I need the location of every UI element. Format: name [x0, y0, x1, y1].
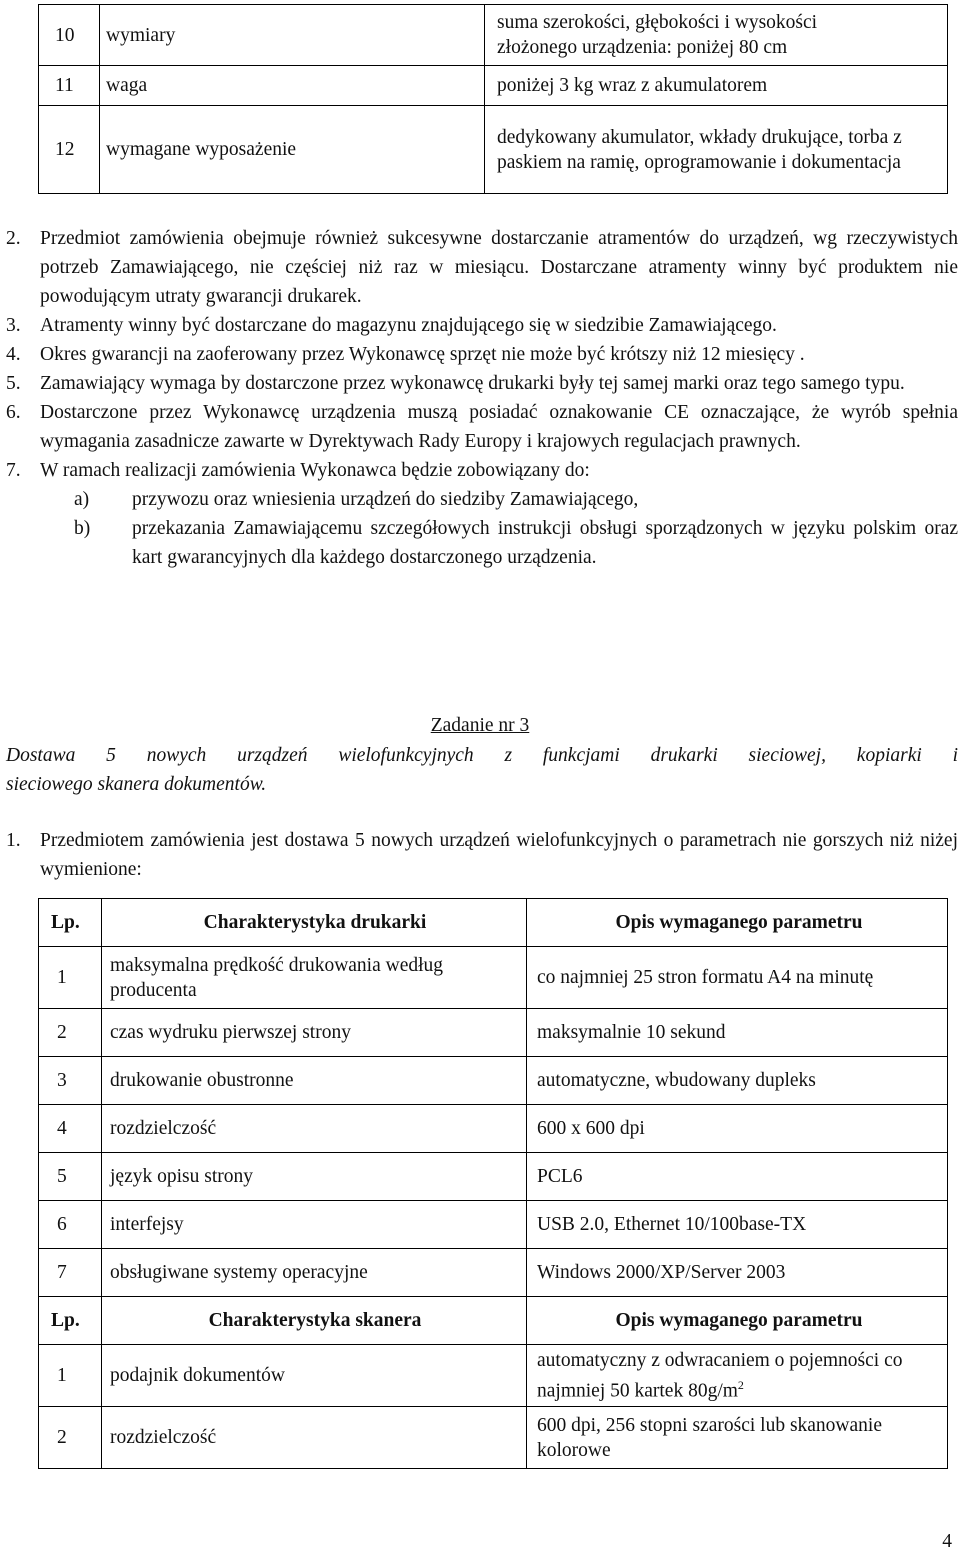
table-row — [39, 5, 948, 66]
row-number: 4 — [39, 1105, 102, 1153]
row-number: 6 — [39, 1201, 102, 1249]
sub-list-item — [6, 485, 958, 514]
header-lp: Lp. — [39, 899, 102, 947]
table-header-row — [39, 1297, 948, 1345]
row-name: wymiary — [100, 5, 485, 66]
table-row — [39, 1201, 948, 1249]
item-text: Dostarczone przez Wykonawcę urządzenia muszą posiadać oznakowanie CE oznaczające, że wyrób spełnia wymagania zasadnicze zawarte w Dyrektywach Rady Europy i krajowych regulacjach prawnych. — [40, 402, 958, 452]
item-text: Zamawiający wymaga by dostarczone przez wykonawcę drukarki były tej samej marki oraz tego samego typu. — [40, 373, 905, 394]
row-value: USB 2.0, Ethernet 10/100base-TX — [527, 1201, 948, 1249]
table-row — [39, 66, 948, 106]
row-name: rozdzielczość — [102, 1105, 527, 1153]
header-characteristic: Charakterystyka drukarki — [102, 899, 527, 947]
numbered-list — [6, 224, 958, 572]
row-value: dedykowany akumulator, wkłady drukujące, torba z paskiem na ramię, oprogramowanie i dokumentacja — [485, 106, 948, 194]
row-value: PCL6 — [527, 1153, 948, 1201]
item-text: Przedmiotem zamówienia jest dostawa 5 nowych urządzeń wielofunkcyjnych o parametrach nie gorszych niż niżej wymienione: — [40, 830, 958, 880]
requirements-table-continued — [38, 4, 948, 194]
item-text: Okres gwarancji na zaoferowany przez Wykonawcę sprzęt nie może być krótszy niż 12 miesięcy . — [40, 344, 805, 365]
row-value: maksymalnie 10 sekund — [527, 1009, 948, 1057]
sub-item-label: b) — [74, 518, 91, 539]
row-number: 5 — [39, 1153, 102, 1201]
list-item — [6, 340, 958, 369]
table-row — [39, 1057, 948, 1105]
item-number: 3. — [6, 315, 21, 336]
row-value: co najmniej 25 stron formatu A4 na minutę — [527, 947, 948, 1009]
list-item — [6, 398, 958, 456]
header-description: Opis wymaganego parametru — [527, 899, 948, 947]
row-name: drukowanie obustronne — [102, 1057, 527, 1105]
list-item — [6, 311, 958, 340]
specification-table — [38, 898, 948, 1469]
row-number: 10 — [39, 5, 100, 66]
table-row — [39, 1009, 948, 1057]
sub-item-label: a) — [74, 489, 90, 510]
row-name: rozdzielczość — [102, 1407, 527, 1469]
item-number: 6. — [6, 402, 21, 423]
item-text: Atramenty winny być dostarczane do magazynu znajdującego się w siedzibie Zamawiającego. — [40, 315, 777, 336]
row-name: interfejsy — [102, 1201, 527, 1249]
row-number: 1 — [39, 947, 102, 1009]
row-number: 7 — [39, 1249, 102, 1297]
description-line: sieciowego skanera dokumentów. — [6, 774, 267, 795]
row-value: poniżej 3 kg wraz z akumulatorem — [485, 66, 948, 106]
table-row — [39, 1153, 948, 1201]
table-row — [39, 1249, 948, 1297]
row-number: 2 — [39, 1009, 102, 1057]
row-number: 1 — [39, 1345, 102, 1407]
row-value: 600 dpi, 256 stopni szarości lub skanowanie kolorowe — [527, 1407, 948, 1469]
table-row — [39, 1407, 948, 1469]
item-number: 4. — [6, 344, 21, 365]
header-characteristic: Charakterystyka skanera — [102, 1297, 527, 1345]
row-value-text: automatyczny z odwracaniem o pojemności co najmniej 50 kartek 80g/m — [537, 1349, 903, 1402]
item-number: 2. — [6, 228, 21, 249]
header-description: Opis wymaganego parametru — [527, 1297, 948, 1345]
page-number: 4 — [942, 1531, 952, 1552]
description-line: Dostawa 5 nowych urządzeń wielofunkcyjnych z funkcjami drukarki sieciowej, kopiarki i — [6, 745, 958, 766]
row-value: suma szerokości, głębokości i wysokości złożonego urządzenia: poniżej 80 cm — [485, 5, 948, 66]
row-value: automatyczne, wbudowany dupleks — [527, 1057, 948, 1105]
row-number: 3 — [39, 1057, 102, 1105]
sub-item-text: przekazania Zamawiającemu szczegółowych instrukcji obsługi sporządzonych w języku polskim oraz kart gwarancyjnych dla każdego dostarczonego urządzenia. — [132, 518, 958, 568]
superscript: 2 — [737, 1377, 744, 1392]
row-value: Windows 2000/XP/Server 2003 — [527, 1249, 948, 1297]
row-number: 11 — [39, 66, 100, 106]
row-value: 600 x 600 dpi — [527, 1105, 948, 1153]
row-name: waga — [100, 66, 485, 106]
section-description — [6, 741, 958, 799]
list-item — [6, 224, 958, 311]
sub-list-item — [6, 514, 958, 572]
table-row — [39, 1105, 948, 1153]
sub-item-text: przywozu oraz wniesienia urządzeń do siedziby Zamawiającego, — [132, 489, 639, 510]
row-value — [527, 1345, 948, 1407]
list-item — [6, 826, 958, 884]
item-number: 5. — [6, 373, 21, 394]
row-name: podajnik dokumentów — [102, 1345, 527, 1407]
row-name: czas wydruku pierwszej strony — [102, 1009, 527, 1057]
item-text: Przedmiot zamówienia obejmuje również sukcesywne dostarczanie atramentów do urządzeń, wg rzeczywistych potrzeb Zamawiającego, nie częściej niż raz w miesiącu. Dostarczane atramenty winny być produktem nie powodującym utraty gwarancji drukarek. — [40, 228, 958, 307]
row-name: obsługiwane systemy operacyjne — [102, 1249, 527, 1297]
table-header-row — [39, 899, 948, 947]
header-lp: Lp. — [39, 1297, 102, 1345]
item-text: W ramach realizacji zamówienia Wykonawca będzie zobowiązany do: — [40, 460, 590, 481]
list-item — [6, 369, 958, 398]
item-number: 1. — [6, 830, 21, 851]
item-number: 7. — [6, 460, 21, 481]
row-number: 2 — [39, 1407, 102, 1469]
row-name: wymagane wyposażenie — [100, 106, 485, 194]
section-title: Zadanie nr 3 — [430, 715, 530, 736]
row-name: język opisu strony — [102, 1153, 527, 1201]
paragraph-1 — [6, 826, 958, 884]
row-name: maksymalna prędkość drukowania według producenta — [102, 947, 527, 1009]
table-row — [39, 947, 948, 1009]
list-item — [6, 456, 958, 485]
table-row — [39, 106, 948, 194]
row-number: 12 — [39, 106, 100, 194]
table-row — [39, 1345, 948, 1407]
